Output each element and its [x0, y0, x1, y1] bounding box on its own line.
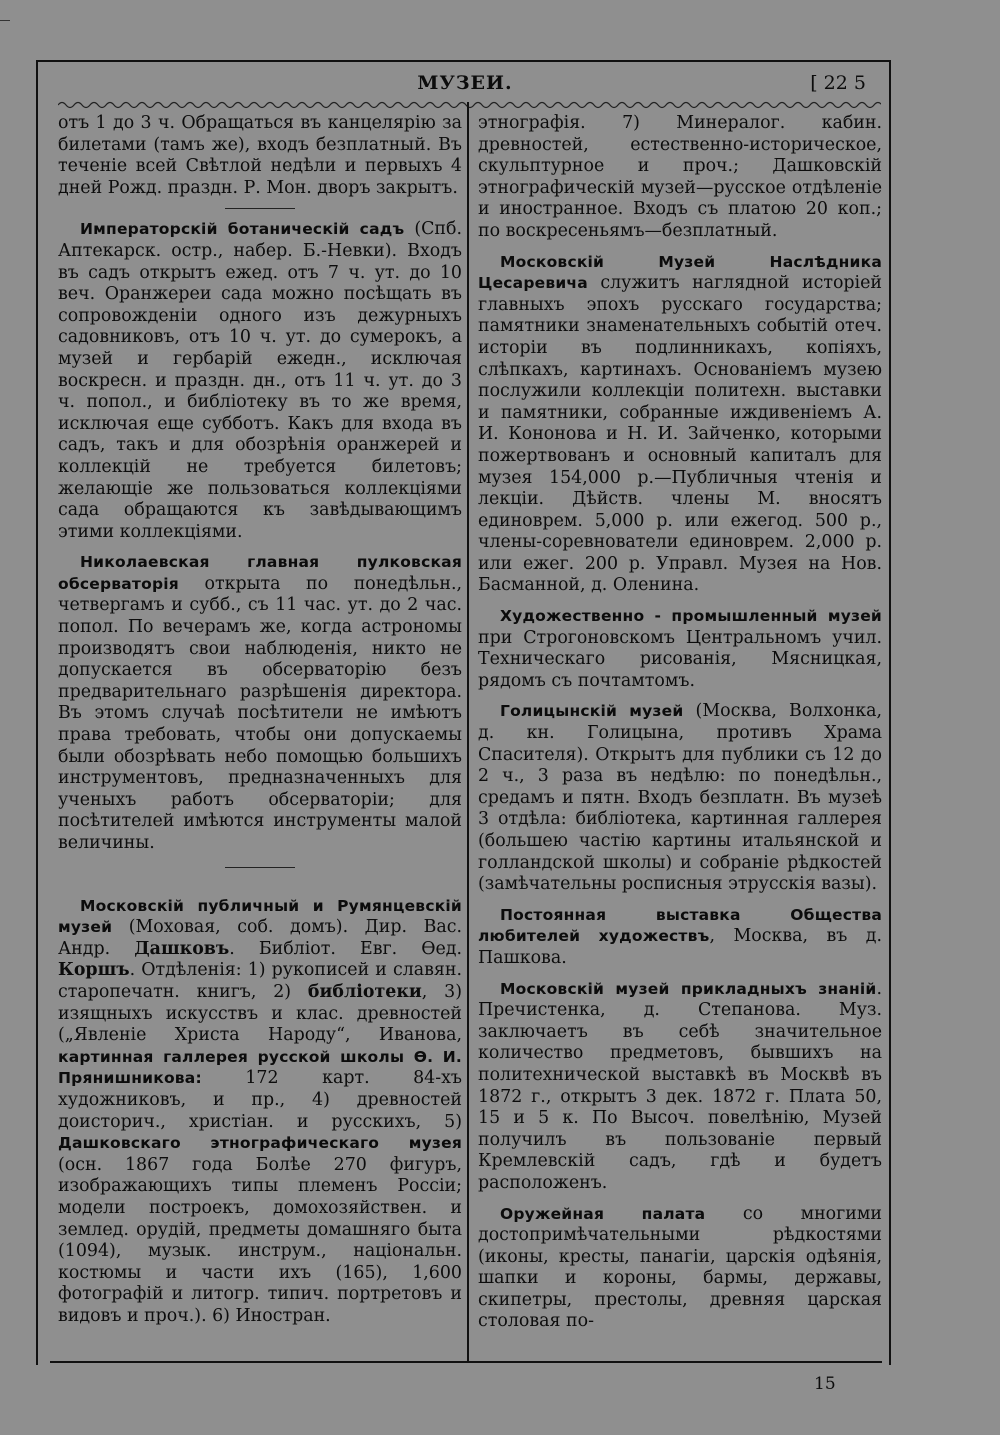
entry-armoury: Оружейная палата со многими достопримѣчательными рѣдкостями (иконы, кресты, панагіи, царскія одѣянія, шапки и короны, бармы, державы, скипетры, престолы, древняя царская столовая по-: [478, 1203, 882, 1332]
entry-heading: Николаевская главная пулковская обсерваторія: [58, 553, 462, 593]
wavy-rule: [58, 98, 881, 112]
page-header: [40, 68, 890, 98]
paragraph-continued: отъ 1 до 3 ч. Обращаться въ канцелярію за билетами (тамъ же), входъ безплатный. Въ теченіе всей Свѣтлой недѣли и первыхъ 4 дней Рожд. праздн. Р. Мон. дворъ закрытъ.: [58, 113, 462, 198]
page-number: 15: [814, 1374, 836, 1394]
entry-heading: Московскій музей прикладныхъ знаній: [500, 979, 877, 998]
entry-art-industrial-museum: Художественно - промышленный музей при Строгоновскомъ Центральномъ учил. Техническаго рисованія, Мясницкая, рядомъ съ почтамтомъ.: [478, 607, 882, 691]
entry-heading: Художественно - промышленный музей: [500, 607, 882, 626]
paragraph-continued: этнографія. 7) Минералог. кабин. древностей, естественно-историческое, скульптурное и проч.; Дашковскій этнографическій музей—русское отдѣленіе и иностранное. Входъ съ платою 20 коп.; по воскресеньямъ—безплатный.: [478, 113, 882, 241]
entry-rumyantsev-museum: Московскій публичный и Румянцевскій музей (Моховая, соб. домъ). Дир. Вас. Андр. Дашковъ. Библіот. Евг. Ѳед. Коршъ. Отдѣленія: 1) рукописей и славян. старопечатн. книгъ, 2) библіотеки, 3) изящныхъ искусствъ и клас. древностей („Явленіе Христа Народу“, Иванова, картинная галлерея русской школы Ѳ. И. Прянишникова: 172 карт. 84-хъ художниковъ, и пр., 4) древностей доисторич., христіан. и русскихъ, 5) Дашковскаго этнографическаго музея (осн. 1867 года Болѣе 270 фигуръ, изображающихъ типы племенъ Россіи; модели построекъ, домохозяйствен. и землед. орудій, предметы домашняго быта (1094), музык. инструм., національн. костюмы и части ихъ (165), 1,600 фотографій и литогр. типич. портретовъ и видовъ и проч.). 6) Иностран.: [58, 896, 462, 1326]
entry-heading: Постоянная выставка Общества любителей художествъ: [478, 905, 882, 946]
entry-pulkovo-observatory: Николаевская главная пулковская обсерваторія открыта по понедѣльн., четвергамъ и субб., съ 11 час. ут. до 2 час. попол. По вечерамъ же, когда астрономы производятъ свои наблюденія, никто не допускается въ обсерваторію безъ предварительнаго разрѣшенія директора. Въ этомъ случаѣ посѣтители не имѣютъ права требовать, чтобы они допускаемы были обозрѣвать небо помощью большихъ инструментовъ, предназначенныхъ для ученыхъ работъ обсерваторіи; для посѣтителей имѣются инструменты малой величины.: [58, 553, 462, 853]
separator-rule: [225, 208, 295, 209]
entry-tsesarevich-museum: Московскій Музей Наслѣдника Цесаревича служитъ наглядной исторіей главныхъ эпохъ русскаго государства; памятники знаменательныхъ событій отеч. исторіи въ подлинникахъ, копіяхъ, слѣпкахъ, картинахъ. Основаніемъ музею послужили коллекціи политехн. выставки и памятники, собранные иждивеніемъ А. И. Кононова и Н. И. Зайченко, которыми пожертвованъ и основный капиталъ для музея 154,000 р.—Публичныя чтенія и лекціи. Дѣйств. члены М. вносятъ единоврем. 5,000 р. или ежегод. 500 р., члены-соревнователи единоврем. 2,000 р. или ежег. 200 р. Управл. Музея на Нов. Басманной, д. Оленина.: [478, 252, 882, 596]
entry-heading: Императорскій ботаническій садъ: [80, 220, 405, 239]
entry-heading: Голицынскій музей: [500, 702, 684, 721]
entry-heading: Московскій публичный и Румянцевскій музей: [58, 896, 462, 937]
entry-applied-knowledge-museum: Московскій музей прикладныхъ знаній. Пречистенка, д. Степанова. Муз. заключаетъ въ себѣ значительное количество предметовъ, бывшихъ на политехнической выставкѣ въ Москвѣ въ 1872 г., открытъ 3 дек. 1872 г. Плата 50, 15 и 5 к. По Высоч. повелѣнію, Музей получилъ въ пользованіе первый Кремлевскій садъ, гдѣ и будетъ расположенъ.: [478, 978, 882, 1193]
separator-rule: [225, 867, 295, 868]
column-divider: [467, 102, 469, 1362]
left-column: [58, 113, 462, 1358]
entry-golitsyn-museum: Голицынскій музей (Москва, Волхонка, д. кн. Голицына, противъ Храма Спасителя). Открытъ для публики съ 12 до 2 ч., 3 раза въ недѣлю: по понедѣльн., средамъ и пятн. Входъ безплатн. Въ музеѣ 3 отдѣла: библіотека, картинная галлерея (большею частію картины итальянской и голландской школы) и собраніе рѣдкостей (замѣчательны росписныя этрусскія вазы).: [478, 701, 882, 895]
edge-mark: [0, 20, 10, 21]
entry-botanical-garden: Императорскій ботаническій садъ (Спб. Аптекарск. остр., набер. Б.-Невки). Входъ въ садъ открытъ ежед. отъ 7 ч. ут. до 10 веч. Оранжереи сада можно посѣщать въ сопровожденіи одного изъ дежурныхъ садовниковъ, отъ 10 ч. ут. до сумерокъ, а музей и гербарій ежедн., исключая воскресн. и праздн. дн., отъ 11 ч. ут. до 3 ч. попол., и библіотеку въ то же время, исключая еще субботъ. Какъ для входа въ садъ, такъ и для обозрѣнія оранжерей и коллекцій не требуется билетовъ; желающіе же пользоваться коллекціями сада обращаются къ завѣдывающимъ этими коллекціями.: [58, 219, 462, 542]
entry-art-lovers-exhibition: Постоянная выставка Общества любителей художествъ, Москва, въ д. Пашкова.: [478, 905, 882, 968]
running-title: МУЗЕИ.: [417, 72, 513, 94]
right-column: [478, 113, 882, 1358]
page-reference: [ 22 5: [810, 72, 866, 94]
entry-heading: Московскій Музей Наслѣдника Цесаревича: [478, 252, 882, 293]
entry-heading: Оружейная палата: [500, 1204, 706, 1223]
bottom-rule: [50, 1361, 882, 1363]
